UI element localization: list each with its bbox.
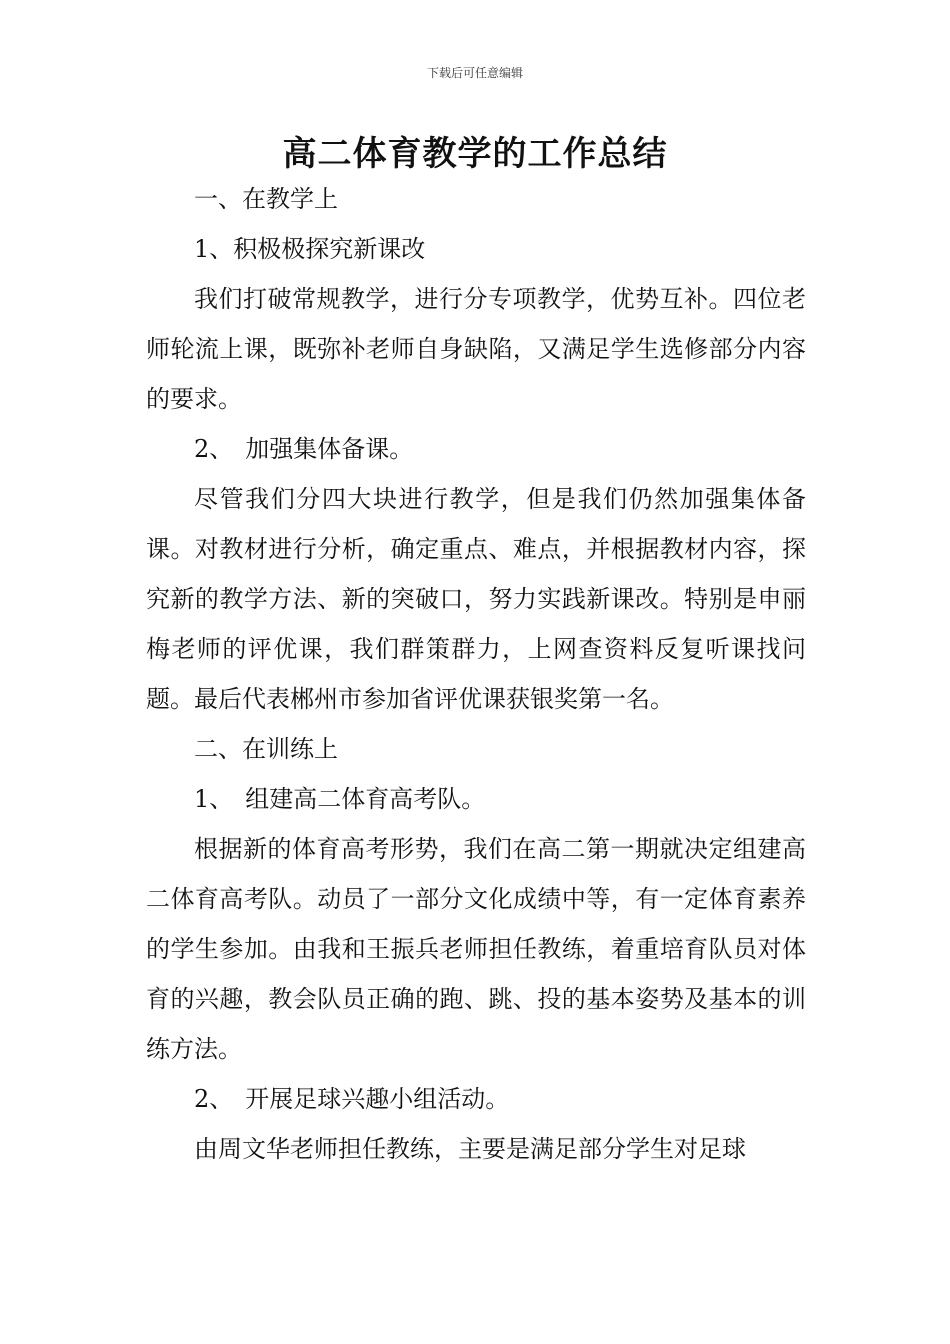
section-heading-teaching: 一、在教学上	[194, 185, 338, 213]
paragraph-specialized-teaching: 我们打破常规教学，进行分专项教学，优势互补。四位老师轮流上课，既弥补老师自身缺陷，又满足学生选修部分内容的要求。	[146, 285, 806, 413]
section-heading-training: 二、在训练上	[194, 735, 338, 763]
subheading-exam-team: 1、 组建高二体育高考队。	[194, 785, 486, 813]
subheading-collective-lesson-prep: 2、 加强集体备课。	[194, 435, 414, 463]
paragraph-lesson-prep-details: 尽管我们分四大块进行教学，但是我们仍然加强集体备课。对教材进行分析，确定重点、难点，并根据教材内容，探究新的教学方法、新的突破口，努力实践新课改。特别是申丽梅老师的评优课，我们群策群力，上网查资料反复听课找问题。最后代表郴州市参加省评优课获银奖第一名。	[146, 485, 806, 713]
subheading-new-curriculum: 1、积极极探究新课改	[194, 235, 426, 263]
subheading-football-group: 2、 开展足球兴趣小组活动。	[194, 1085, 510, 1113]
header-note: 下载后可任意编辑	[426, 66, 523, 80]
document-body	[146, 174, 806, 1174]
paragraph-exam-team-details: 根据新的体育高考形势，我们在高二第一期就决定组建高二体育高考队。动员了一部分文化成绩中等，有一定体育素养的学生参加。由我和王振兵老师担任教练，着重培育队员对体育的兴趣，教会队员正确的跑、跳、投的基本姿势及基本的训练方法。	[146, 835, 806, 1063]
document-title: 高二体育教学的工作总结	[282, 134, 668, 174]
paragraph-football-group-details: 由周文华老师担任教练，主要是满足部分学生对足球	[194, 1135, 746, 1163]
